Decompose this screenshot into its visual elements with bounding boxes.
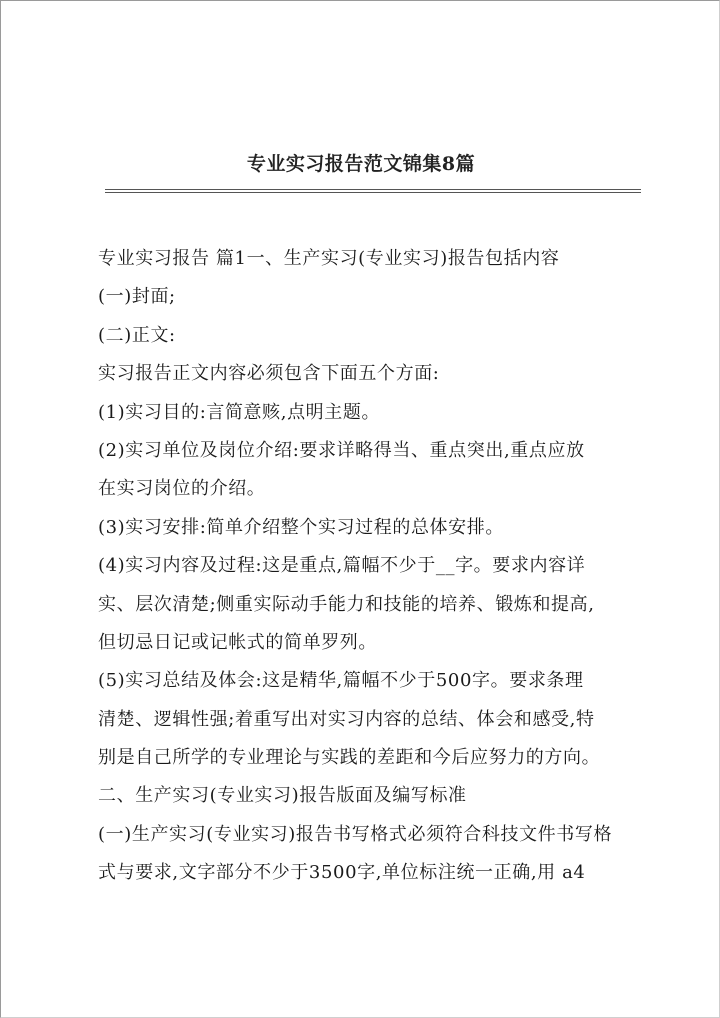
title-divider	[105, 189, 641, 193]
body-line: 实习报告正文内容必须包含下面五个方面:	[98, 363, 440, 385]
body-line: 二、生产实习(专业实习)报告版面及编写标准	[98, 785, 467, 807]
document-body	[98, 240, 638, 893]
body-line: (1)实习目的:言简意赅,点明主题。	[98, 401, 381, 423]
body-line: 清楚、逻辑性强;着重写出对实习内容的总结、体会和感受,特	[98, 708, 595, 730]
body-line: (二)正文:	[98, 324, 176, 346]
body-line: 式与要求,文字部分不少于3500字,单位标注统一正确,用 a4	[98, 862, 586, 884]
body-line: 专业实习报告 篇1一、生产实习(专业实习)报告包括内容	[98, 248, 560, 269]
body-line: (一)封面;	[98, 286, 176, 308]
body-line: 在实习岗位的介绍。	[98, 478, 266, 500]
document-title: 专业实习报告范文锦集8篇	[246, 153, 476, 175]
body-line: 别是自己所学的专业理论与实践的差距和今后应努力的方向。	[98, 747, 601, 769]
body-line: (一)生产实习(专业实习)报告书写格式必须符合科技文件书写格	[98, 823, 613, 845]
body-line: (3)实习安排:简单介绍整个实习过程的总体安排。	[98, 516, 504, 538]
body-line: (4)实习内容及过程:这是重点,篇幅不少于__字。要求内容详	[98, 555, 586, 577]
body-line: (2)实习单位及岗位介绍:要求详略得当、重点突出,重点应放	[98, 439, 585, 461]
body-line: (5)实习总结及体会:这是精华,篇幅不少于500字。要求条理	[98, 670, 584, 692]
body-line: 但切忌日记或记帐式的简单罗列。	[98, 631, 377, 653]
body-line: 实、层次清楚;侧重实际动手能力和技能的培养、锻炼和提高,	[98, 593, 595, 615]
